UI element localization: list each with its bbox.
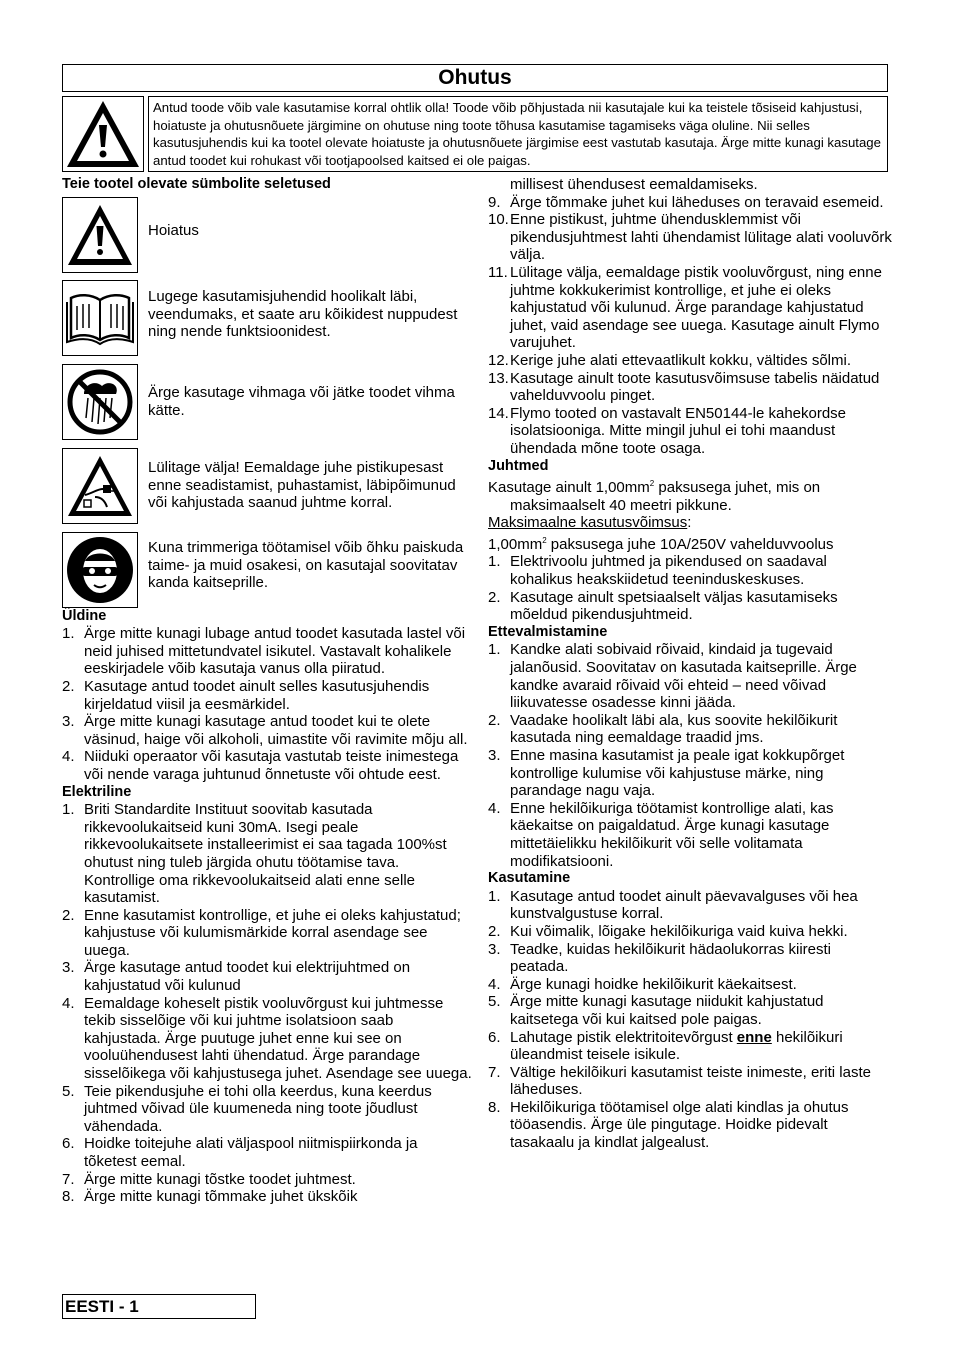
cables-list: [488, 553, 892, 623]
list-item: 10. Enne pistikust, juhtme ühendusklemmist või pikendusjuhtmest lahti ühendamist lülitage alati vooluvõrk välja.: [488, 211, 892, 264]
electrical-list: [62, 801, 472, 1206]
list-item: 3. Ärge kasutage antud toodet kui elektrijuhtmed on kahjustatud või kulunud: [62, 959, 411, 995]
electrical-heading: Elektriline: [62, 783, 132, 800]
cables-intro: Kasutage ainult $1,00mm^2$ paksusega juhet, mis on maksimaalselt 40 meetri pikkune.: [488, 479, 821, 514]
symbol-row: [62, 444, 472, 528]
list-item: 6. Hoidke toitejuhe alati väljaspool niitmispiirkonda ja tõketest eemal.: [62, 1135, 418, 1170]
list-item: 1. Kandke alati sobivaid rõivaid, kindaid ja tugevaid jalanõusid. Soovitatav on kasutada kaitseprille. Ärge kandke avaraid rõivaid või ehteid – need võivad liikuvatesse osadesse kinni jääda.: [488, 641, 857, 712]
left-column: [62, 176, 472, 1206]
page-title: Ohutus: [62, 64, 888, 92]
list-item: 2. Vaadake hoolikalt läbi ala, kus soovite hekilõikurit kasutada ning eemaldage traadid jms.: [488, 711, 838, 747]
warning-box-icon-frame: [62, 96, 144, 172]
preparation-list: [488, 641, 892, 870]
general-heading: Üldine: [62, 607, 107, 624]
usage-list: [488, 888, 892, 1152]
list-item: 1. Briti Standardite Instituut soovitab kasutada rikkevoolukaitseid kuni 30mA. Isegi peale rikkevoolukaitsete installeerimist ei saa tagada 100%st ohutust ning tuleb järgida ohutu töötamise tava. Kontrollige oma rikkevoolukaitseid alati enne selle kasutamist.: [62, 801, 447, 907]
list-item: 3. Teadke, kuidas hekilõikurit hädaolukorras kiiresti peatada.: [488, 940, 831, 976]
symbol-row: [62, 194, 472, 276]
list-item: 2. Kasutage antud toodet ainult selles kasutusjuhendis kirjeldatud viisil ja eesmärkidel.: [62, 677, 430, 713]
symbol-description: Kuna trimmeriga töötamisel võib õhku paiskuda taime- ja muid osakesi, on kasutajal soovitatav kanda kaitseprille.: [148, 539, 464, 592]
list-item: 9. Ärge tõmmake juhet kui läheduses on teravaid esemeid.: [488, 193, 884, 211]
list-item: 7. Ärge mitte kunagi tõstke toodet juhtmest.: [62, 1170, 356, 1188]
eye-protection-icon: [65, 535, 135, 605]
page-footer-label: EESTI - 1: [62, 1294, 256, 1319]
list-item: 7. Vältige hekilõikuri kasutamist teiste inimeste, eriti laste läheduses.: [488, 1063, 871, 1099]
warning-box-text: Antud toode võib vale kasutamise korral ohtlik olla! Toode võib põhjustada nii kasutajale kui ka teistele tõsiseid kahjustusi, hoiatuste ja ohutusnõuete järgimine on ohutuse ning toote tõhusa kasutamise tagamiseks väga oluline. Nii selles kasutusjuhendis kui ka tootel olevate hoiatuste ja ohutusnõuete järgimise eest vastutab kasutaja. Ärge mitte kunagi kasutage antud toodet kui rohukast või tootjapoolsed kaitsed ei ole paigas.: [148, 96, 888, 172]
list-item: 1. Elektrivoolu juhtmed ja pikendused on saadaval kohalikus heakskiidetud teeninduskeskuses.: [488, 553, 827, 589]
list-item: 4. Enne hekilõikuriga töötamist kontrollige alati, kas käekaitse on paigaldatud. Ärge kunagi kasutage mittetäielikku hekilõikurit või selle volitamata modifikatsiooni.: [488, 799, 834, 870]
symbols-heading: Teie tootel olevate sümbolite seletused: [62, 176, 331, 192]
right-column: [488, 176, 892, 1152]
list-item: 2. Enne kasutamist kontrollige, et juhe ei oleks kahjustatud; kahjustuse või kulumismärkide korral asendage see uuega.: [62, 906, 461, 959]
list-item: 2. Kui võimalik, lõigake hekilõikuriga vaid kuiva hekki.: [488, 922, 848, 940]
cable-spec: $1,00mm^2$ paksusega juhe 10A/250V vahelduvvoolus: [488, 535, 834, 553]
list-item: 5. Teie pikendusjuhe ei tohi olla keerdus, kuna keerdus juhtmed võivad üle kuumeneda ning toote jõudlust vähendada.: [62, 1082, 432, 1135]
list-item: 5. Ärge mitte kunagi kasutage niidukit kahjustatud kaitsetega või kui kaitsed pole paigas.: [488, 993, 824, 1028]
cables-heading: Juhtmed: [488, 457, 549, 474]
open-book-icon: [65, 290, 135, 346]
unplug-warning-icon: [65, 453, 135, 519]
list-item: 8. Ärge mitte kunagi tõmmake juhet ükskõik: [62, 1188, 358, 1206]
symbol-description: Lugege kasutamisjuhendid hoolikalt läbi, veendumaks, et saate aru kõikidest nuppudest ning nende funktsioonidest.: [148, 288, 458, 341]
list-item: 2. Kasutage ainult spetsiaalselt väljas kasutamiseks mõeldud pikendusjuhtmeid.: [488, 588, 838, 624]
symbol-row: [62, 528, 472, 612]
general-list: [62, 625, 472, 783]
warning-triangle-icon: [65, 202, 135, 268]
list-item: 3. Ärge mitte kunagi kasutage antud toodet kui te olete väsinud, haige või alkoholi, uimastite või ravimite mõju all.: [62, 713, 468, 748]
no-rain-icon: [66, 368, 134, 436]
list-item: 4. Niiduki operaator või kasutaja vastutab teiste inimestega või nende varaga juhtunud õnnetuste või ohtude eest.: [62, 748, 459, 783]
list-item: 1. Ärge mitte kunagi lubage antud toodet kasutada lastel või neid juhised mittetundvatel isikutel. Vastavalt kohalikele eeskirjadele võib kasutaja vanus olla piiratud.: [62, 625, 466, 678]
list-item-continuation: millisest ühendusest eemaldamiseks.: [510, 176, 758, 193]
symbol-description: Lülitage välja! Eemaldage juhe pistikupesast enne seadistamist, puhastamist, läbipõimunud või kahjustada saanud juhtme korral.: [148, 459, 456, 512]
symbol-description: Ärge kasutage vihmaga või jätke toodet vihma kätte.: [148, 384, 455, 419]
usage-heading: Kasutamine: [488, 870, 571, 887]
preparation-heading: Ettevalmistamine: [488, 623, 608, 640]
list-item: 14. Flymo tooted on vastavalt EN50144-le kahekordse isolatsiooniga. Mitte mingil juhul ei tohi maandust ühendada mõne toote osaga.: [488, 404, 847, 457]
symbol-row: [62, 360, 472, 444]
symbol-frame: [62, 280, 138, 356]
electrical-list-continued: [488, 194, 892, 458]
list-item: 8. Hekilõikuriga töötamisel olge alati kindlas ja ohutus tööasendis. Ärge üle pingutage. Hoidke pidevalt tasakaalu ja kindlat jalgealust.: [488, 1098, 849, 1152]
symbol-frame: [62, 532, 138, 608]
symbol-frame: [62, 448, 138, 524]
list-item: 11. Lülitage välja, eemaldage pistik vooluvõrgust, ning enne juhtme kokkukerimist kontrollige, et juhe ei oleks kahjustatud või kulunud. Ärge parandage kahjustatud juhet, vaid asendage see uuega. Kasutage ainult Flymo varujuhet.: [488, 263, 882, 352]
list-item: 6. Lahutage pistik elektritoitevõrgust enne hekilõikuri üleandmist teisele isikule.: [488, 1028, 843, 1064]
max-capacity-label: Maksimaalne kasutusvõimsus:: [488, 514, 692, 532]
symbol-row: [62, 276, 472, 360]
symbol-frame: [62, 364, 138, 440]
warning-triangle-icon: [63, 97, 143, 171]
list-item: 1. Kasutage antud toodet ainult päevavalguses või hea kunstvalgustuse korral.: [488, 887, 858, 923]
list-item: 4. Eemaldage koheselt pistik vooluvõrgust kui juhtmesse tekib sisselõige või kui juhtme isolatsioon saab kahjustada. Ärge puutuge juhet enne kui see on vooluühendusest lahti ühendatud. Ärge parandage sisselõikega või kahjustusega juhet. Asendage see uuega.: [62, 994, 472, 1083]
symbol-frame: [62, 197, 138, 273]
list-item: 13. Kasutage ainult toote kasutusvõimsuse tabelis näidatud vahelduvvoolu pinget.: [488, 369, 880, 405]
symbol-description: Hoiatus: [148, 221, 199, 239]
list-item: 12. Kerige juhe alati ettevaatlikult kokku, vältides sõlmi.: [488, 351, 852, 369]
list-item: 4. Ärge kunagi hoidke hekilõikurit käekaitsest.: [488, 975, 797, 993]
list-item: 3. Enne masina kasutamist ja peale igat kokkupõrget kontrollige kulumise või kahjustuse märke, ning parandage nagu vaja.: [488, 747, 845, 800]
